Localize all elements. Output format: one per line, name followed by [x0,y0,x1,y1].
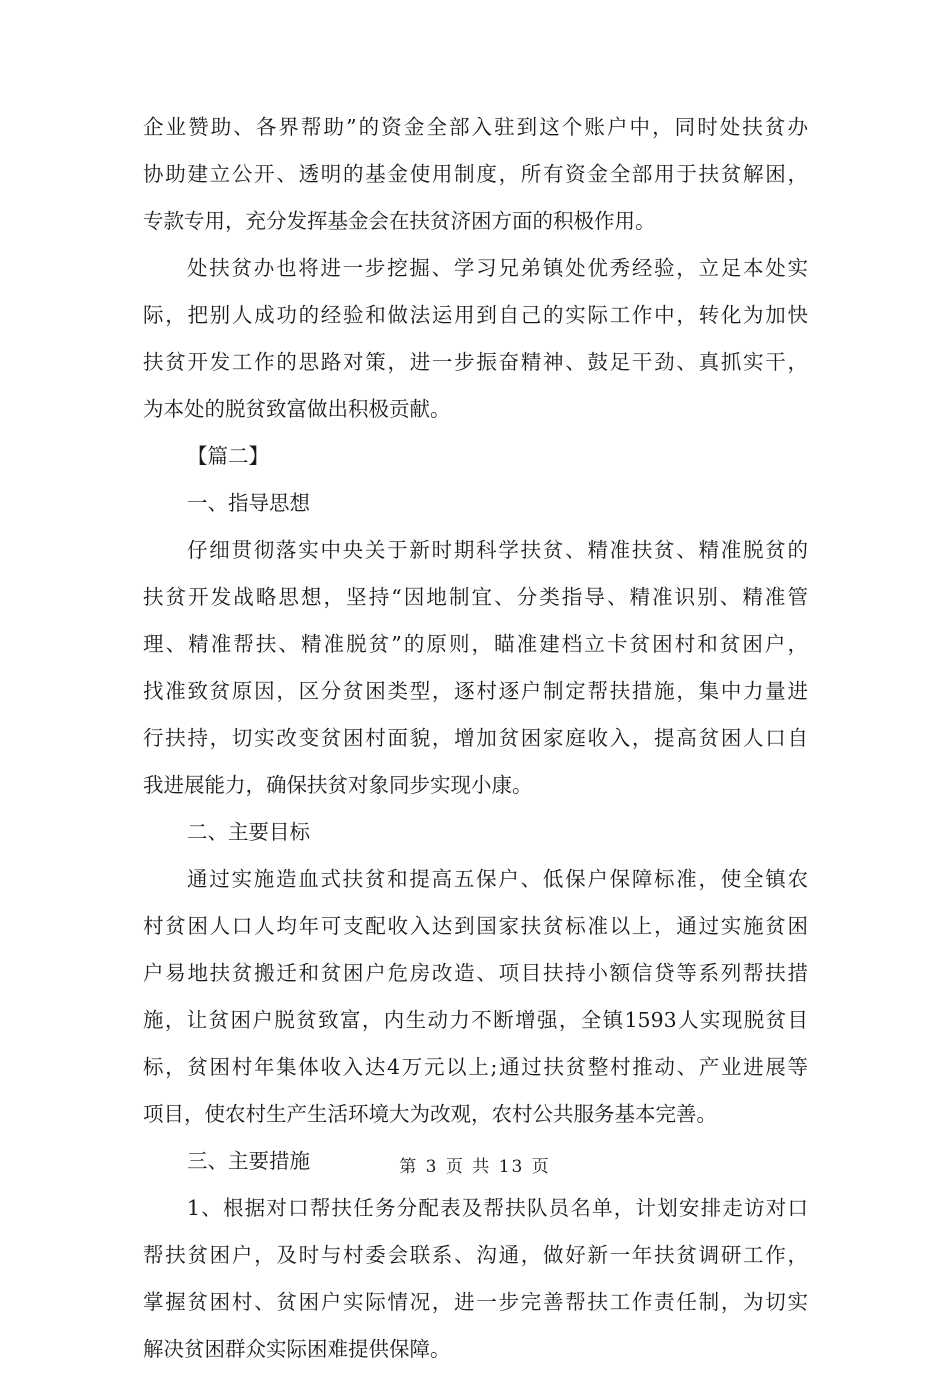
body-line: 理、精准帮扶、精准脱贫”的原则，瞄准建档立卡贫困村和贫困户， [143,632,808,656]
body-line: 际，把别人成功的经验和做法运用到自己的实际工作中，转化为加快 [143,303,808,327]
section-heading: 【篇二】 [187,444,269,468]
body-line: 标，贫困村年集体收入达4万元以上;通过扶贫整村推动、产业进展等 [143,1055,808,1079]
body-line: 处扶贫办也将进一步挖掘、学习兄弟镇处优秀经验，立足本处实 [187,256,808,280]
body-line: 1、根据对口帮扶任务分配表及帮扶队员名单，计划安排走访对口 [187,1196,808,1220]
body-line: 掌握贫困村、贫困户实际情况，进一步完善帮扶工作责任制，为切实 [143,1290,808,1314]
body-line: 户易地扶贫搬迁和贫困户危房改造、项目扶持小额信贷等系列帮扶措 [143,961,808,985]
body-line: 帮扶贫困户，及时与村委会联系、沟通，做好新一年扶贫调研工作， [143,1243,808,1267]
body-line: 专款专用，充分发挥基金会在扶贫济困方面的积极作用。 [143,209,656,233]
document-body [143,104,808,1373]
body-line: 协助建立公开、透明的基金使用制度，所有资金全部用于扶贫解困， [143,162,808,186]
section-heading: 三、主要措施 [187,1149,310,1173]
body-line: 找准致贫原因，区分贫困类型，逐村逐户制定帮扶措施，集中力量进 [143,679,808,703]
body-line: 为本处的脱贫致富做出积极贡献。 [143,397,451,421]
body-line: 我进展能力，确保扶贫对象同步实现小康。 [143,773,533,797]
body-line: 通过实施造血式扶贫和提高五保户、低保户保障标准，使全镇农 [187,867,808,891]
body-line: 项目，使农村生产生活环境大为改观，农村公共服务基本完善。 [143,1102,717,1126]
section-heading: 一、指导思想 [187,491,310,515]
body-line: 扶贫开发战略思想，坚持“因地制宜、分类指导、精准识别、精准管 [143,585,808,609]
body-line: 扶贫开发工作的思路对策，进一步振奋精神、鼓足干劲、真抓实干， [143,350,808,374]
body-line: 行扶持，切实改变贫困村面貌，增加贫困家庭收入，提高贫困人口自 [143,726,808,750]
body-line: 施，让贫困户脱贫致富，内生动力不断增强，全镇1593人实现脱贫目 [143,1008,808,1032]
body-line: 解决贫困群众实际困难提供保障。 [143,1337,451,1361]
section-heading: 二、主要目标 [187,820,310,844]
body-line: 企业赞助、各界帮助”的资金全部入驻到这个账户中，同时处扶贫办 [143,115,808,139]
body-line: 村贫困人口人均年可支配收入达到国家扶贫标准以上，通过实施贫困 [143,914,808,938]
page-number-footer: 第 3 页 共 13 页 [399,1157,551,1177]
body-line: 仔细贯彻落实中央关于新时期科学扶贫、精准扶贫、精准脱贫的 [187,538,808,562]
